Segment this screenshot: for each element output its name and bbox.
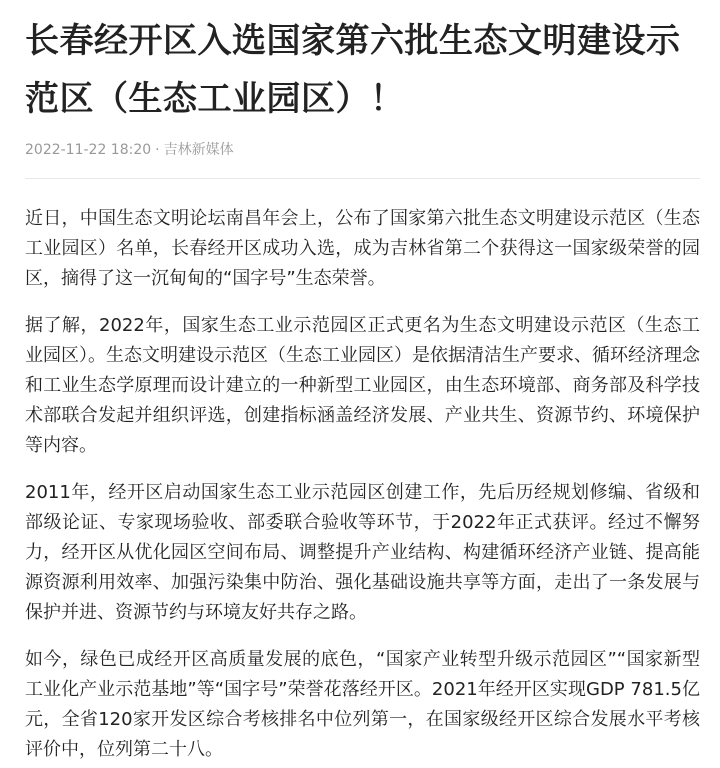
paragraph: 近日，中国生态文明论坛南昌年会上，公布了国家第六批生态文明建设示范区（生态工业园区）名单，长春经开区成功入选，成为吉林省第二个获得这一国家级荣誉的园区，摘得了这一沉甸甸的“国字号”生态荣誉。 (25, 208, 700, 289)
article-meta (25, 140, 700, 160)
meta-separator: · (155, 142, 160, 158)
publish-date: 2022-11-22 18:20 (25, 142, 152, 158)
article-body (25, 204, 700, 765)
source-link[interactable]: 吉林新媒体 (163, 142, 234, 158)
divider (25, 178, 700, 179)
paragraph: 据了解，2022年，国家生态工业示范园区正式更名为生态文明建设示范区（生态工业园区）。生态文明建设示范区（生态工业园区）是依据清洁生产要求、循环经济理念和工业生态学原理而设计建立的一种新型工业园区，由生态环境部、商务部及科学技术部联合发起并组织评选，创建指标涵盖经济发展、产业共生、资源节约、环境保护等内容。 (25, 315, 700, 456)
paragraph: 2011年，经开区启动国家生态工业示范园区创建工作，先后历经规划修编、省级和部级论证、专家现场验收、部委联合验收等环节，于2022年正式获评。经过不懈努力，经开区从优化园区空间布局、调整提升产业结构、构建循环经济产业链、提高能源资源利用效率、加强污染集中防治、强化基础设施共享等方面，走出了一条发展与保护并进、资源节约与环境友好共存之路。 (25, 482, 700, 623)
paragraph: 如今，绿色已成经开区高质量发展的底色，“国家产业转型升级示范园区”“国家新型工业化产业示范基地”等“国字号”荣誉花落经开区。2021年经开区实现GDP 781.5亿元，全省120家开发区综合考核排名中位列第一，在国家级经开区综合发展水平考核评价中，位列第二十八。 (25, 649, 700, 760)
article-title: 长春经开区入选国家第六批生态文明建设示范区（生态工业园区）！ (25, 21, 681, 119)
